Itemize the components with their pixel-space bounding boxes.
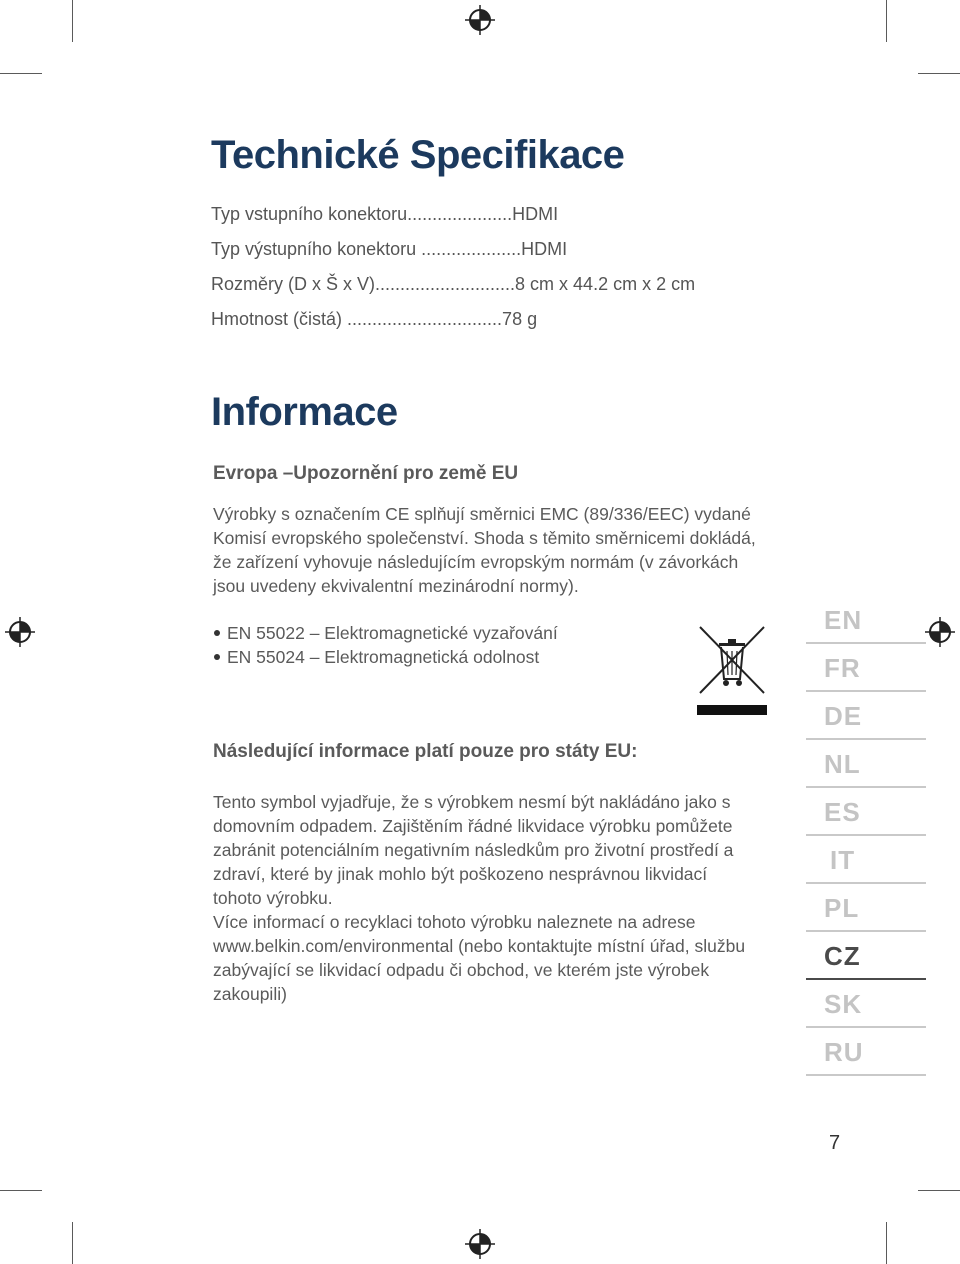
registration-mark-icon [5, 617, 35, 647]
bullet-item: EN 55024 – Elektromagnetická odolnost [213, 645, 539, 669]
lang-tab-sk[interactable] [806, 980, 926, 1028]
lang-tab-label: PL [824, 893, 860, 923]
lang-tab-label: SK [824, 989, 863, 1019]
crop-mark [918, 73, 960, 74]
lang-tab-de[interactable] [806, 692, 926, 740]
lang-tab-label: NL [824, 749, 861, 779]
weee-recycle-text: Více informací o recyklaci tohoto výrobku naleznete na adrese www.belkin.com/environmental (nebo kontaktujte místní úřad, službu zabývající se likvidací odpadu či obchod, ve kterém jste výrobek zakoupili) [213, 912, 746, 1004]
crop-mark [72, 0, 73, 42]
crop-mark [0, 1190, 42, 1191]
lang-tab-es[interactable] [806, 788, 926, 836]
crop-mark [918, 1190, 960, 1191]
lang-tab-label: RU [824, 1037, 864, 1067]
bullet-item: EN 55022 – Elektromagnetické vyzařování [213, 621, 558, 645]
lang-tab-ru[interactable] [806, 1028, 926, 1076]
registration-mark-icon [465, 1229, 495, 1259]
weee-text: Tento symbol vyjadřuje, že s výrobkem nesmí být nakládáno jako s domovním odpadem. Zajištěním řádné likvidace výrobku pomůžete zabránit potenciálním negativním následkům pro životní prostředí a zdraví, které by jinak mohlo být poškozeno nesprávnou likvidací tohoto výrobku. [213, 792, 734, 908]
lang-tab-nl[interactable] [806, 740, 926, 788]
spec-row: Typ výstupního konektoru ....................HDMI [211, 239, 568, 259]
eu-text: Výrobky s označením CE splňují směrnici EMC (89/336/EEC) vydané Komisí evropského společenství. Shoda s těmito směrnicemi dokládá, že zařízení vyhovuje následujícím evropským normám (v závorkách jsou uvedeny ekvivalentní mezinárodní normy). [213, 504, 756, 596]
lang-tab-label: CZ [824, 941, 861, 971]
registration-mark-icon [925, 617, 955, 647]
registration-mark-icon [465, 5, 495, 35]
weee-heading: Následující informace platí pouze pro státy EU: [213, 741, 638, 762]
lang-tab-label: ES [824, 797, 861, 827]
crop-mark [72, 1222, 73, 1264]
lang-tab-cz[interactable] [806, 932, 926, 980]
page-number: 7 [829, 1132, 841, 1154]
lang-tab-it[interactable] [806, 836, 926, 884]
specs-title: Technické Specifikace [211, 133, 625, 177]
lang-tab-label: DE [824, 701, 863, 731]
lang-tab-fr[interactable] [806, 644, 926, 692]
lang-tab-label: IT [830, 845, 856, 875]
lang-tab-pl[interactable] [806, 884, 926, 932]
crop-mark [0, 73, 42, 74]
crop-mark [886, 1222, 887, 1264]
lang-tab-label: EN [824, 605, 863, 635]
spec-row: Hmotnost (čistá) ...............................78 g [211, 309, 538, 329]
weee-crossed-bin-icon [697, 625, 767, 717]
info-title: Informace [211, 390, 398, 434]
crop-mark [886, 0, 887, 42]
spec-row: Typ vstupního konektoru.....................HDMI [211, 204, 559, 224]
eu-heading: Evropa –Upozornění pro země EU [213, 463, 519, 484]
lang-tab-en[interactable] [806, 596, 926, 644]
spec-row: Rozměry (D x Š x V)............................8 cm x 44.2 cm x 2 cm [211, 274, 696, 294]
lang-tab-label: FR [824, 653, 861, 683]
